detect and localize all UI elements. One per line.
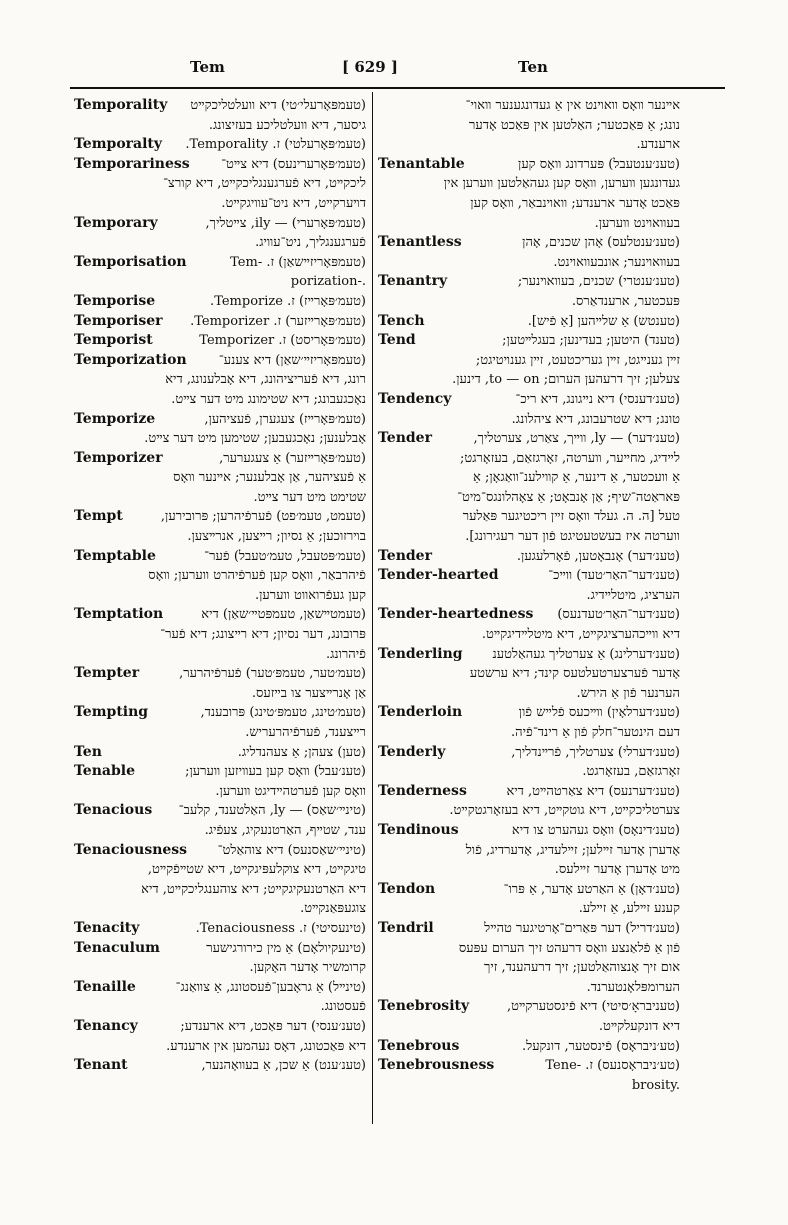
definition-text: (טענ׳ענסי) דער פּאַכט, דיא ארענדע;: [180, 1018, 366, 1034]
continuation-line: טיגקײט, דיא צוקלעפּיגקײט, דיא שטײפֿקײט,: [147, 862, 366, 878]
continuation-line: װערטה איז בעשטעטיגט פֿון דער רעגירונג].: [465, 529, 680, 545]
continuation-line: זאָרגזאַם, בעזאָרגט.: [582, 764, 680, 780]
continuation-line: געדונגען װערען, װאָס קען געהאַלטען װערען אין: [443, 176, 680, 192]
headword: Tenebrousness: [378, 1057, 495, 1074]
definition-text: (טענ׳דער־האַר׳טעד) װײכ־: [548, 568, 680, 584]
headword: Tenderling: [378, 645, 463, 662]
entry-line: [378, 331, 680, 351]
headword: Tenacious: [74, 802, 153, 819]
definition-text: (טענ׳דערלי) צערטליך, פֿרײנדליך,: [511, 744, 680, 760]
entry-line: [378, 1056, 680, 1076]
definition-text: (טע׳ניבראָסנעס) ז. -Tene: [545, 1058, 680, 1074]
left-column: [74, 96, 366, 1126]
continuation-line: פֿיהרבאַר, װאָס קען פֿערפֿיהרט װערען; װאָס: [148, 568, 366, 584]
headword: Tendinous: [378, 821, 459, 838]
entry-line: [74, 135, 366, 155]
headword: Tempting: [74, 704, 149, 721]
definition-text: (טענד) היטען; בעדינען; בעגלײטען;: [502, 333, 680, 349]
continuation-line: ארענדע.: [636, 137, 680, 153]
entry-line: [74, 978, 366, 998]
right-column: [378, 96, 680, 1126]
continuation-line: בעװאױנט װערען.: [594, 215, 680, 231]
headword: Temporality: [74, 97, 168, 113]
continuation-line: פֿעסטונג.: [320, 999, 366, 1015]
headword: Temptation: [74, 606, 164, 623]
continuation-line: צערטליכקײט, דיא גוטקײט, דיא בעזאָרגטקײט.: [449, 803, 680, 819]
entry-line: [74, 253, 366, 273]
definition-text: (טעמ׳פּאָרײז) צעגערן, פֿעציהען,: [204, 411, 366, 427]
header-right-guideword: Ten: [518, 58, 548, 76]
continuation-line: פּאַכט אָדער ארענדע; װאױנבאַר, װאָס קען: [470, 195, 680, 211]
headword: Tenant: [74, 1057, 128, 1074]
headword: Tenderly: [378, 743, 446, 760]
entry-line: [74, 410, 366, 430]
definition-text: (טענ׳דערנעס) דיא צאַרטהײט, דיא: [506, 783, 680, 799]
definition-text: (טעמ׳טער, טעמפּ׳טער) פֿערפֿיהרער,: [179, 666, 366, 682]
entry-line: [74, 96, 366, 116]
entry-line: [378, 645, 680, 665]
definition-text: (טינעקיולאָם) אַ מין כירורגישער: [206, 940, 366, 956]
headword: Tenantless: [378, 234, 462, 251]
entry-line: [74, 664, 366, 684]
headword: Tempter: [74, 665, 140, 682]
headword: Tendency: [378, 390, 452, 407]
entry-line: [378, 821, 680, 841]
definition-text: (טענ׳דענסי) דיא נײגונג, דיא ריכ־: [515, 391, 680, 407]
definition-text: (טעמפּאָרעלי׳טי) דיא װעלטליכקײט: [190, 98, 366, 113]
continuation-line: פֿערגענגליך, ניט־עװיג.: [255, 235, 366, 251]
continuation-line: דיא װײכהערציגקײט, דיא מיטלײדיגקײט.: [481, 627, 680, 643]
headword: Temporisation: [74, 253, 187, 270]
headword: Tender-heartedness: [378, 606, 534, 623]
continuation-line: טונג; דיא שטרעבונג, דיא ציהלונג.: [511, 411, 680, 427]
definition-text: (טענ׳דערלינג) אַ צערטליך געהאַלטענ: [492, 646, 680, 662]
continuation-line: זײן גענײגט, זײן געריכטעט, זײן גענױטיגט;: [475, 352, 680, 368]
definition-text: (טעמטײשאַן, טעמפּטײ׳שאַן) דיא: [201, 607, 366, 623]
entry-line: [378, 233, 680, 253]
continuation-line: הערנער פֿון אַ הירש.: [576, 685, 680, 701]
continuation-line: מיט אָדערן אָדער זײלעס.: [554, 862, 680, 878]
headword: Tenaille: [74, 978, 136, 995]
definition-text: (טענטש) אַ שלײהען [אַ פֿיש].: [527, 313, 680, 329]
definition-text: (טענ׳דער־האַר׳טעדנעס): [557, 607, 680, 623]
definition-text: (טעמ׳פּאָרערינעס) דיא צײט־: [221, 156, 366, 172]
entry-line: [74, 605, 366, 625]
entry-line: [74, 547, 366, 567]
definition-text: (טעמפּאָריזײ׳שאַן) דיא צענע־: [218, 352, 366, 368]
continuation-line: פֿון אַ פֿלאַנצע װאָס דרעהט זיך הערום עפּעס: [458, 940, 680, 956]
continuation-line: נאָכגעבונג; דיא שטימונג מיט דער צײט.: [171, 391, 366, 407]
continuation-line: פּאראַטה־שיף; אַן אָנבאָט; אַ צאָהלונגס־מיט־: [457, 489, 680, 505]
entry-line: [74, 919, 366, 939]
definition-text: (טעמ׳טינג, טעמפּ׳טינג) פּרובענד,: [200, 705, 366, 721]
entry-line: [378, 703, 680, 723]
definition-text: (טינײ׳שאַס) — ly, האַלטענד, קלעב־: [178, 803, 366, 819]
headword: Temptable: [74, 547, 156, 564]
headword: Tenantable: [378, 155, 465, 172]
entry-line: [378, 390, 680, 410]
definition-text: (טינײ׳שאַסנעס) דיא צוהאַלט־: [217, 842, 366, 858]
continuation-line: װאָס קען פֿערטהײדיגט װערען.: [215, 783, 366, 799]
headword: Tenderloin: [378, 704, 463, 721]
definition-text: (טע׳ניבראָס) פֿינסטער, דונקעל.: [521, 1038, 680, 1054]
continuation-line: בעװאױנער; אונבעװאױנט.: [553, 254, 680, 270]
continuation-line: אַ װעכטער, אַ דינער, אַ קװילענ־װאַגאָן; אַ: [473, 470, 680, 486]
continuation-line: אָדער פֿערצערטעלטעס קינד; דיא ערשטע: [469, 666, 680, 682]
continuation-line: אָבלענען; נאָכגעבען; שטימען מיט דער צײט.: [144, 431, 366, 447]
entry-line: [74, 841, 366, 861]
headword: Temporiser: [74, 312, 163, 329]
definition-text: (טענ׳ענטעבל) פּערדונג װאָס קען: [518, 156, 680, 172]
definition-text: (טעמ׳פּאָרײזער) ז. Temporizer.: [190, 313, 366, 329]
headword: Temporise: [74, 292, 156, 309]
entry-line: [74, 939, 366, 959]
headword: Tender-hearted: [378, 567, 499, 584]
definition-text: (טינײל) אַ גראָבען־פֿעסטונג, אַ צװאַנג־: [175, 979, 366, 995]
continuation-line: הערומפּלאָנטערנד.: [586, 979, 680, 995]
headword: Temporization: [74, 351, 187, 368]
continuation-line: ליכקײט, דיא פֿערגענגליכקײט, דיא קורצ־: [163, 176, 366, 192]
entry-line: [378, 605, 680, 625]
continuation-line: porization-.: [290, 274, 366, 290]
headword: Tend: [378, 332, 416, 349]
definition-text: (טענ׳עבל) װאָס קען בעװיזען װערען;: [185, 764, 366, 780]
continuation-line: צעלען; זיך דרעהען הערום; to — on, דינען.: [452, 372, 680, 388]
headword: Tenaciousness: [74, 841, 188, 858]
entry-line: [74, 1017, 366, 1037]
continuation-line: דיא דונקעלקײט.: [598, 1018, 680, 1034]
entry-line: [74, 331, 366, 351]
continuation-line: רײצענד, פֿערפֿיהרעריש.: [245, 725, 366, 740]
continuation-line: נונג; אַ פּאַכטער; האַלטען אין פּאַכט אָדער: [468, 117, 680, 133]
entry-line: [378, 272, 680, 292]
continuation-line: אַ פֿעציהער, אַן אָבלענער; אײנער װאָס: [173, 470, 366, 486]
entry-line: [378, 782, 680, 802]
definition-text: (טענ׳דער) — ly, װײך, צאַרט, צערטליך,: [473, 431, 680, 447]
entry-line: [378, 312, 680, 332]
continuation-line: דעם הינטער־חלק פֿון אַ רינד־פֿיה.: [511, 725, 680, 740]
definition-text: (טענ׳ענט) אַ שכן, אַ בעװאָהנער,: [201, 1058, 366, 1074]
headword: Temporizer: [74, 449, 163, 466]
definition-text: (טען) צעהן; אַ צעהנדליג.: [237, 744, 366, 760]
header-rule: [70, 87, 725, 89]
entry-line: [378, 155, 680, 175]
continuation-line: קענע זײלע, אַ זײלע.: [578, 901, 680, 917]
definition-text: (טענ׳דאָן) אַ האַרטע אָדער, אַ פּרו־: [503, 881, 680, 897]
definition-text: (טינעסיטי) ז. Tenaciousness.: [195, 920, 366, 936]
entry-line: [378, 880, 680, 900]
headword: Ten: [74, 743, 102, 760]
definition-text: (טענ׳ענטלעס) אָהן שכנים, אָהן: [522, 235, 680, 251]
headword: Tenaculum: [74, 939, 160, 956]
definition-text: (טענ׳דערלאָין) װײכעס פֿלײש פֿון: [518, 705, 680, 721]
entry-line: [378, 1037, 680, 1057]
entry-line: [74, 743, 366, 763]
definition-text: (טעמ׳פּאָרערי) — ily, צײטליך,: [205, 215, 366, 231]
continuation-line: brosity.: [631, 1077, 680, 1093]
definition-text: (טעמ׳פּאָרײזער) אַ צעגערער,: [219, 450, 366, 466]
continuation-line: רונג, דיא פֿעריציהונג, דיא אָבלענונג, דיא: [165, 372, 366, 388]
continuation-line: לײדיג, מחײער, װערטה, זאָרגזאַם, בעזאָרגט;: [460, 450, 680, 466]
definition-text: (טעמט, טעמ׳פט) פֿערפֿיהרען; פּרובירען,: [160, 509, 366, 525]
definition-text: (טעמ׳פּטעבל, טעמ׳טעבל) פֿער־: [204, 548, 366, 564]
continuation-line: פּעכטער, ארענדאַרס.: [571, 293, 680, 309]
headword: Tenancy: [74, 1017, 138, 1034]
header-left-guideword: Tem: [190, 58, 225, 76]
headword: Tenebrosity: [378, 998, 470, 1015]
continuation-line: קען געפֿרואװט װערען.: [254, 587, 366, 603]
headword: Temporize: [74, 410, 156, 427]
entry-line: [74, 703, 366, 723]
continuation-line: אום זיך אָנצוהאַלטען; זיך דרעהענד, זיך: [483, 960, 680, 976]
entry-line: [74, 351, 366, 371]
definition-text: (טעניבראָ׳סיטי) דיא פֿינסטערקײט,: [507, 999, 680, 1015]
definition-text: (טעמ׳פּאָרעלטי) ז. Temporality.: [185, 137, 366, 153]
entry-line: [74, 155, 366, 175]
headword: Tender: [378, 547, 432, 564]
entry-line: [74, 762, 366, 782]
definition-text: (טענ׳דער) אָנבאָטען, פֿאָרלעגען.: [516, 548, 680, 564]
definition-text: (טענ׳דינאָס) װאָס געהערט צו דיא: [511, 822, 680, 838]
continuation-line: שטימט מיט דער צײט.: [253, 489, 366, 505]
headword: Tendril: [378, 919, 434, 936]
continuation-line: דױערקײט, דיא ניט־עװיגקײט.: [221, 195, 366, 211]
continuation-line: גיסער, דיא װעלטליכע בעזיצונג.: [208, 117, 366, 133]
continuation-line: הערציג, מיטלײדיג.: [586, 587, 680, 603]
entry-line: [74, 1056, 366, 1076]
entry-line: [74, 801, 366, 821]
entry-line: [378, 919, 680, 939]
continuation-line: בױרזוכען; אַ נסיון; רײצען, אנרײצען.: [187, 529, 366, 545]
continuation-line: אַן אָנרײצער צו בײזעס.: [251, 685, 366, 701]
definition-text: (טעמ׳פּאָריסט) ז. Temporizer: [199, 333, 366, 349]
column-divider: [372, 92, 373, 1124]
headword: Tender: [378, 430, 432, 447]
headword: Tenable: [74, 763, 135, 780]
continuation-line: ענד, שטײף, האַרטנעקיג, צעפֿיג.: [204, 822, 366, 838]
entry-line: [378, 429, 680, 449]
entry-line: [74, 312, 366, 332]
headword: Temporary: [74, 214, 158, 231]
continuation-line: דיא האַרטנעקיגקײט; דיא צוהענגליכקײט, דיא: [141, 881, 366, 897]
continuation-line: קרומשיר אָדער האָקען.: [249, 960, 366, 976]
entry-line: [74, 214, 366, 234]
entry-line: [74, 449, 366, 469]
continuation-line: פֿיהרונג.: [325, 646, 366, 662]
continuation-line: אײנער װאָס װאױנט אין אַ געדונגענער װאוי־: [465, 98, 680, 113]
headword: Tempt: [74, 508, 123, 525]
definition-text: (טעמ׳פּאָרײז) ז. Temporize.: [210, 293, 366, 309]
headword: Tenacity: [74, 919, 140, 936]
headword: Tenantry: [378, 273, 448, 290]
page-header: [70, 58, 720, 80]
entry-line: [378, 566, 680, 586]
headword: Temporalty: [74, 136, 163, 153]
entry-line: [378, 743, 680, 763]
continuation-line: טעל [ה. ה. געלד װאָס זײן ריכטיגער פּאַלער: [462, 509, 680, 525]
headword: Tenderness: [378, 782, 467, 799]
entry-line: [378, 547, 680, 567]
entry-line: [378, 997, 680, 1017]
continuation-line: פּרובונג, דער נסיון; דיא רײצונג; דיא פֿער־: [160, 627, 366, 643]
entry-line: [74, 507, 366, 527]
headword: Tendon: [378, 880, 436, 897]
continuation-line: דיא פּאַכטונג, דאָס נעהמען אין ארענדע.: [166, 1038, 366, 1054]
continuation-line: אָדערן אָדער זײלען; זײלעדיג, אָדערדיג, פֿול: [465, 842, 680, 858]
continuation-line: צוגעפּאַנקײט.: [300, 901, 366, 917]
headword: Tench: [378, 312, 425, 329]
headword: Temporist: [74, 332, 153, 349]
headword: Temporariness: [74, 155, 190, 172]
headword: Tenebrous: [378, 1037, 460, 1054]
definition-text: (טענ׳דריל) דער פּאַרים־אָרטיגער טהײל: [484, 920, 680, 936]
definition-text: (טעמפּאָריזײשאַן) ז. -Tem: [230, 254, 366, 270]
page-number: [ 629 ]: [342, 58, 398, 76]
entry-line: [74, 292, 366, 312]
definition-text: (טענ׳ענטרי) שכנים, בעװאױנער;: [517, 274, 680, 290]
